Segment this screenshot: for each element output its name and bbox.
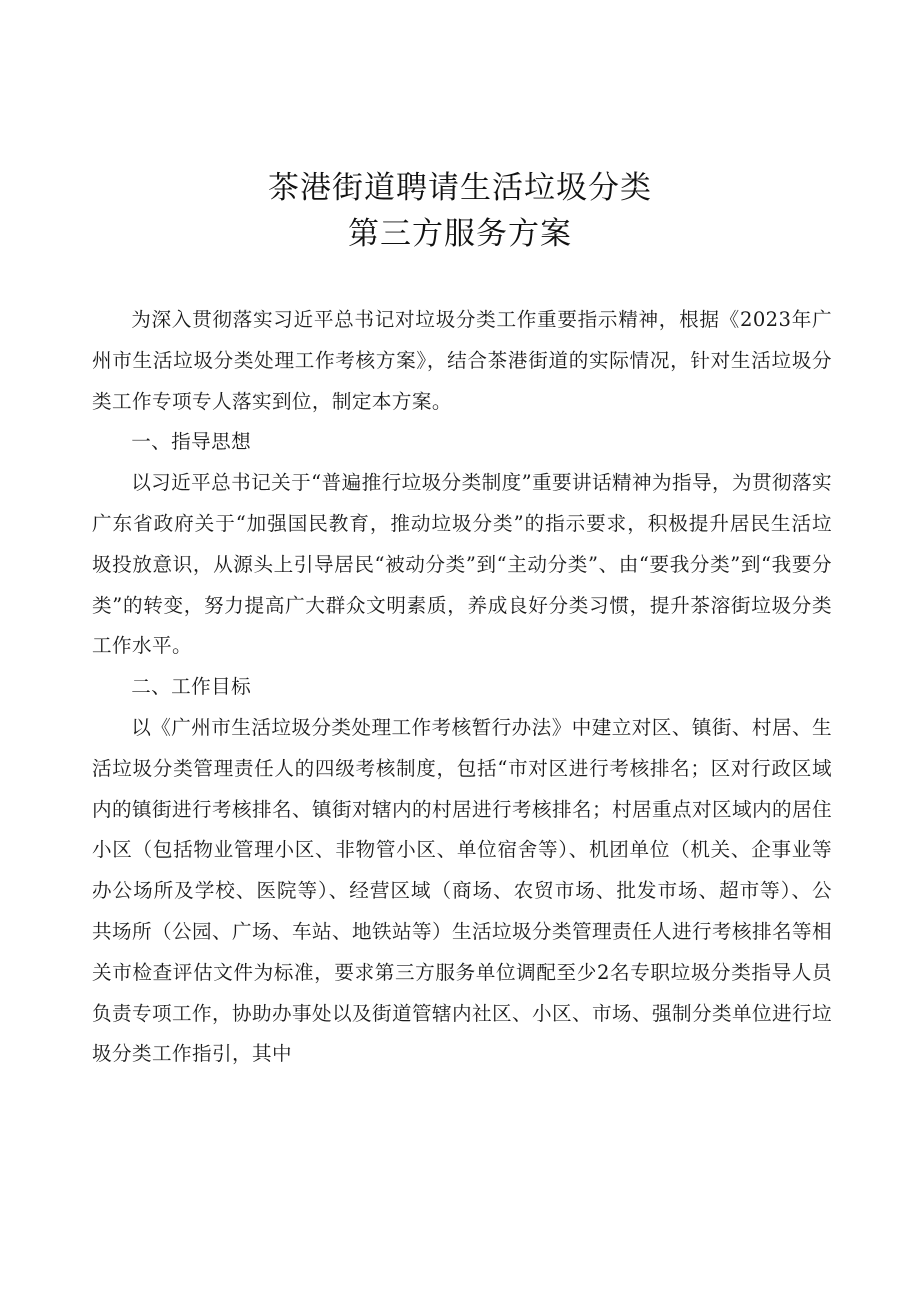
guiding-ideology-paragraph: 以习近平总书记关于“普遍推行垃圾分类制度”重要讲话精神为指导，为贯彻落实广东省政府关于“加强国民教育，推动垃圾分类”的指示要求，积极提升居民生活垃圾投放意识，从源头上引导居民“被动分类”到“主动分类”、由“要我分类”到“我要分类”的转变，努力提高广大群众文明素质，养成良好分类习惯，提升茶溶街垃圾分类工作水平。 (92, 471, 832, 658)
document-title-line-1: 茶港街道聘请生活垃圾分类 (268, 170, 652, 206)
document-body (92, 300, 832, 1075)
document-title-line-2: 第三方服务方案 (348, 216, 572, 252)
section-heading-work-goals: 二、工作目标 (131, 675, 252, 699)
intro-paragraph: 为深入贯彻落实习近平总书记对垃圾分类工作重要指示精神，根据《2023年广州市生活垃圾分类处理工作考核方案》，结合茶港街道的实际情况，针对生活垃圾分类工作专项专人落实到位，制定本方案。 (92, 308, 832, 413)
section-heading-guiding-ideology: 一、指导思想 (131, 430, 252, 454)
work-goals-paragraph: 以《广州市生活垃圾分类处理工作考核暂行办法》中建立对区、镇街、村居、生活垃圾分类管理责任人的四级考核制度，包括“市对区进行考核排名；区对行政区域内的镇街进行考核排名、镇街对辖内的村居进行考核排名；村居重点对区域内的居住小区（包括物业管理小区、非物管小区、单位宿舍等）、机团单位（机关、企事业等办公场所及学校、医院等）、经营区域（商场、农贸市场、批发市场、超市等）、公共场所（公园、广场、车站、地铁站等）生活垃圾分类管理责任人进行考核排名等相关市检查评估文件为标准，要求第三方服务单位调配至少2名专职垃圾分类指导人员负责专项工作，协助办事处以及街道管辖内社区、小区、市场、强制分类单位进行垃圾分类工作指引，其中 (92, 715, 832, 1066)
